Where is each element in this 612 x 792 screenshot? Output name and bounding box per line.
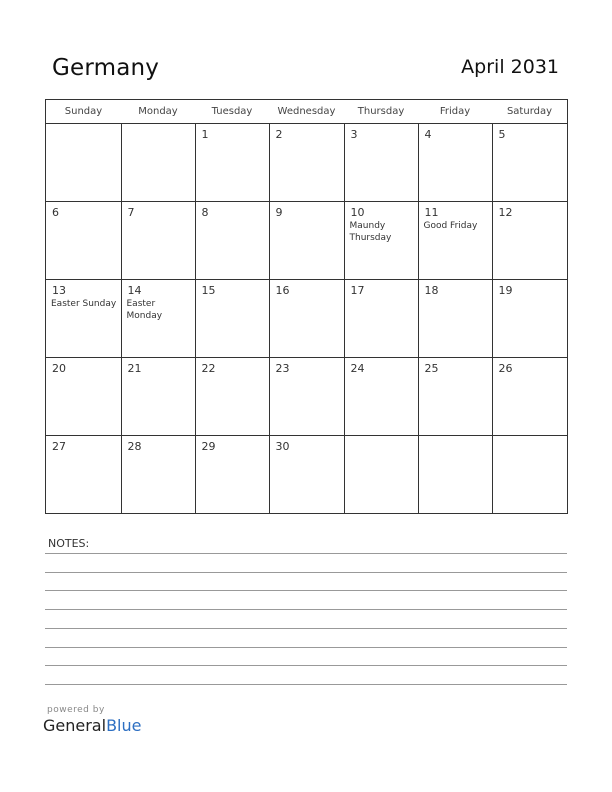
generalblue-logo[interactable] [43, 716, 141, 735]
weekday-header-row [46, 100, 568, 124]
notes-line [45, 665, 567, 666]
day-number: 29 [201, 440, 216, 453]
calendar-grid [45, 99, 568, 514]
country-title: Germany [52, 55, 160, 81]
weekday-header: Wednesday [269, 100, 344, 124]
calendar-day-cell[interactable] [46, 124, 122, 202]
calendar-day-cell[interactable] [492, 358, 568, 436]
calendar-day-cell[interactable] [121, 280, 195, 358]
calendar-week-row [46, 124, 568, 202]
calendar-day-cell[interactable] [195, 436, 269, 514]
notes-line [45, 609, 567, 610]
calendar-day-cell[interactable] [344, 436, 418, 514]
notes-line [45, 628, 567, 629]
calendar-week-row [46, 202, 568, 280]
day-number: 4 [424, 128, 432, 141]
day-number: 30 [275, 440, 290, 453]
month-year-title: April 2031 [461, 56, 559, 78]
day-number: 28 [127, 440, 142, 453]
calendar-week-row [46, 280, 568, 358]
calendar-day-cell[interactable] [492, 280, 568, 358]
weekday-header: Monday [121, 100, 195, 124]
notes-line [45, 684, 567, 685]
holiday-label: Easter Sunday [51, 299, 117, 309]
calendar-day-cell[interactable] [418, 280, 492, 358]
calendar-day-cell[interactable] [46, 280, 122, 358]
notes-line [45, 647, 567, 648]
calendar-day-cell[interactable] [492, 124, 568, 202]
calendar-day-cell[interactable] [492, 202, 568, 280]
calendar-day-cell[interactable] [269, 124, 344, 202]
calendar-day-cell[interactable] [344, 280, 418, 358]
day-number: 25 [424, 362, 439, 375]
holiday-label: Easter Monday [126, 299, 163, 321]
day-number: 18 [424, 284, 439, 297]
day-number: 23 [275, 362, 290, 375]
day-number: 22 [201, 362, 216, 375]
day-number: 17 [350, 284, 365, 297]
day-number: 11 [424, 206, 439, 219]
calendar-day-cell[interactable] [269, 202, 344, 280]
calendar-day-cell[interactable] [269, 436, 344, 514]
calendar-day-cell[interactable] [418, 436, 492, 514]
weekday-header: Saturday [492, 100, 568, 124]
calendar-day-cell[interactable] [46, 358, 122, 436]
holiday-label: Maundy Thursday [349, 221, 392, 243]
day-number: 6 [52, 206, 59, 219]
calendar-day-cell[interactable] [121, 124, 195, 202]
calendar-day-cell[interactable] [46, 202, 122, 280]
calendar-day-cell[interactable] [269, 358, 344, 436]
day-number: 15 [201, 284, 216, 297]
weekday-header: Friday [418, 100, 492, 124]
day-number: 12 [498, 206, 513, 219]
day-number: 2 [275, 128, 283, 141]
day-number: 19 [498, 284, 513, 297]
calendar-day-cell[interactable] [418, 202, 492, 280]
holiday-label: Good Friday [423, 221, 478, 231]
calendar-day-cell[interactable] [195, 280, 269, 358]
day-number: 26 [498, 362, 513, 375]
calendar-day-cell[interactable] [46, 436, 122, 514]
calendar-day-cell[interactable] [344, 124, 418, 202]
notes-label: NOTES: [48, 537, 90, 550]
weekday-header: Tuesday [195, 100, 269, 124]
notes-line [45, 590, 567, 591]
calendar-day-cell[interactable] [344, 202, 418, 280]
calendar-day-cell[interactable] [195, 202, 269, 280]
day-number: 27 [52, 440, 66, 453]
calendar-week-row [46, 436, 568, 514]
weekday-header: Thursday [344, 100, 418, 124]
day-number: 1 [201, 128, 209, 141]
day-number: 8 [201, 206, 209, 219]
day-number: 9 [275, 206, 283, 219]
day-number: 7 [127, 206, 135, 219]
calendar-day-cell[interactable] [269, 280, 344, 358]
day-number: 10 [350, 206, 365, 219]
calendar-day-cell[interactable] [195, 358, 269, 436]
calendar-day-cell[interactable] [195, 124, 269, 202]
calendar-week-row [46, 358, 568, 436]
calendar-day-cell[interactable] [418, 358, 492, 436]
day-number: 14 [127, 284, 142, 297]
day-number: 20 [52, 362, 66, 375]
weekday-header: Sunday [46, 100, 122, 124]
notes-line [45, 553, 567, 554]
day-number: 13 [52, 284, 66, 297]
day-number: 21 [127, 362, 142, 375]
calendar-day-cell[interactable] [121, 436, 195, 514]
calendar-day-cell[interactable] [492, 436, 568, 514]
powered-by-text: powered by [47, 705, 105, 715]
calendar-day-cell[interactable] [121, 358, 195, 436]
day-number: 24 [350, 362, 365, 375]
calendar-day-cell[interactable] [121, 202, 195, 280]
brand-blue: Blue [106, 716, 142, 735]
day-number: 5 [498, 128, 506, 141]
brand-general: General [43, 716, 107, 735]
calendar-day-cell[interactable] [344, 358, 418, 436]
day-number: 16 [275, 284, 290, 297]
calendar-day-cell[interactable] [418, 124, 492, 202]
day-number: 3 [350, 128, 358, 141]
notes-line [45, 572, 567, 573]
